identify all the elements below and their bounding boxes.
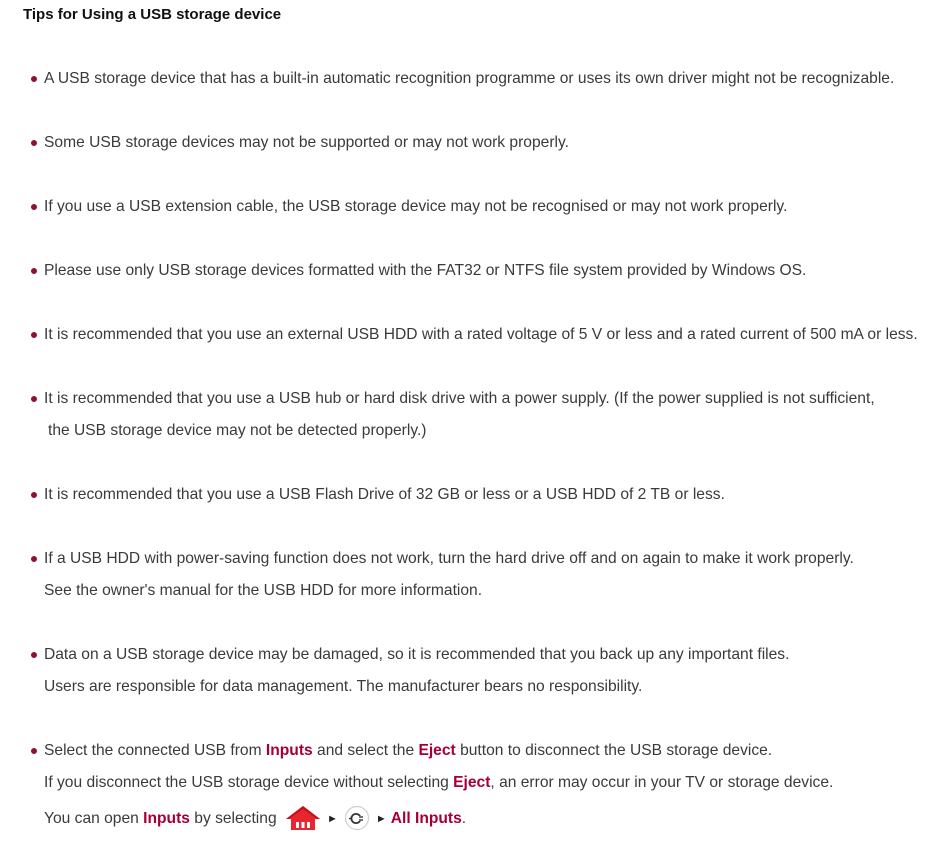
tip-text: If you use a USB extension cable, the USB storage device may not be recognised or may not work properly. — [44, 198, 788, 215]
tip-text-continued: the USB storage device may not be detected properly.) — [48, 422, 427, 439]
tip-text-part: If you disconnect the USB storage device without selecting — [44, 774, 454, 791]
tip-text-continued — [44, 805, 466, 831]
tip-text: Please use only USB storage devices formatted with the FAT32 or NTFS file system provided by Windows OS. — [44, 262, 807, 279]
tip-text: It is recommended that you use an external USB HDD with a rated voltage of 5 V or less and a rated current of 500 mA or less. — [44, 326, 918, 343]
bullet — [31, 556, 37, 562]
bullet — [31, 140, 37, 146]
inputs-menu-ref: Inputs — [143, 810, 190, 827]
tip-text-continued: Users are responsible for data management. The manufacturer bears no responsibility. — [44, 678, 643, 695]
tip-text-part: . — [461, 810, 467, 827]
bullet — [31, 332, 37, 338]
arrow-right-icon: ► — [326, 813, 338, 825]
tip-text-continued — [44, 773, 833, 793]
bullet — [31, 492, 37, 498]
eject-button-ref: Eject — [453, 774, 491, 791]
bullet — [31, 652, 37, 658]
tip-text-continued: See the owner's manual for the USB HDD for more information. — [44, 582, 483, 599]
arrow-right-icon: ► — [375, 813, 387, 825]
tip-text-part: , an error may occur in your TV or storage device. — [490, 774, 834, 791]
bullet — [31, 396, 37, 402]
tip-text: It is recommended that you use a USB Flash Drive of 32 GB or less or a USB HDD of 2 TB or less. — [44, 486, 725, 503]
tip-text: If a USB HDD with power-saving function does not work, turn the hard drive off and on again to make it work properly. — [44, 550, 854, 567]
tip-text — [44, 741, 772, 761]
tip-text: It is recommended that you use a USB hub or hard disk drive with a power supply. (If the power supplied is not sufficient, — [44, 390, 875, 407]
tip-text: Some USB storage devices may not be supported or may not work properly. — [44, 134, 569, 151]
bullet — [31, 204, 37, 210]
tip-text-part: and select the — [312, 742, 419, 759]
page-title: Tips for Using a USB storage device — [23, 6, 282, 23]
inputs-menu-ref: Inputs — [265, 742, 313, 759]
home-icon — [285, 805, 321, 831]
tip-text-part: Select the connected USB from — [44, 742, 266, 759]
tip-text: Data on a USB storage device may be damaged, so it is recommended that you back up any important files. — [44, 646, 790, 663]
tip-text-part: by selecting — [189, 810, 277, 827]
bullet — [31, 76, 37, 82]
tip-text: A USB storage device that has a built-in automatic recognition programme or uses its own driver might not be recognizable. — [44, 70, 895, 87]
bullet — [31, 748, 37, 754]
tip-text-part: You can open — [44, 810, 144, 827]
eject-button-ref: Eject — [418, 742, 456, 759]
all-inputs-menu-ref: All Inputs — [390, 810, 462, 827]
bullet — [31, 268, 37, 274]
input-settings-icon — [344, 805, 370, 831]
tip-text-part: button to disconnect the USB storage device. — [455, 742, 773, 759]
